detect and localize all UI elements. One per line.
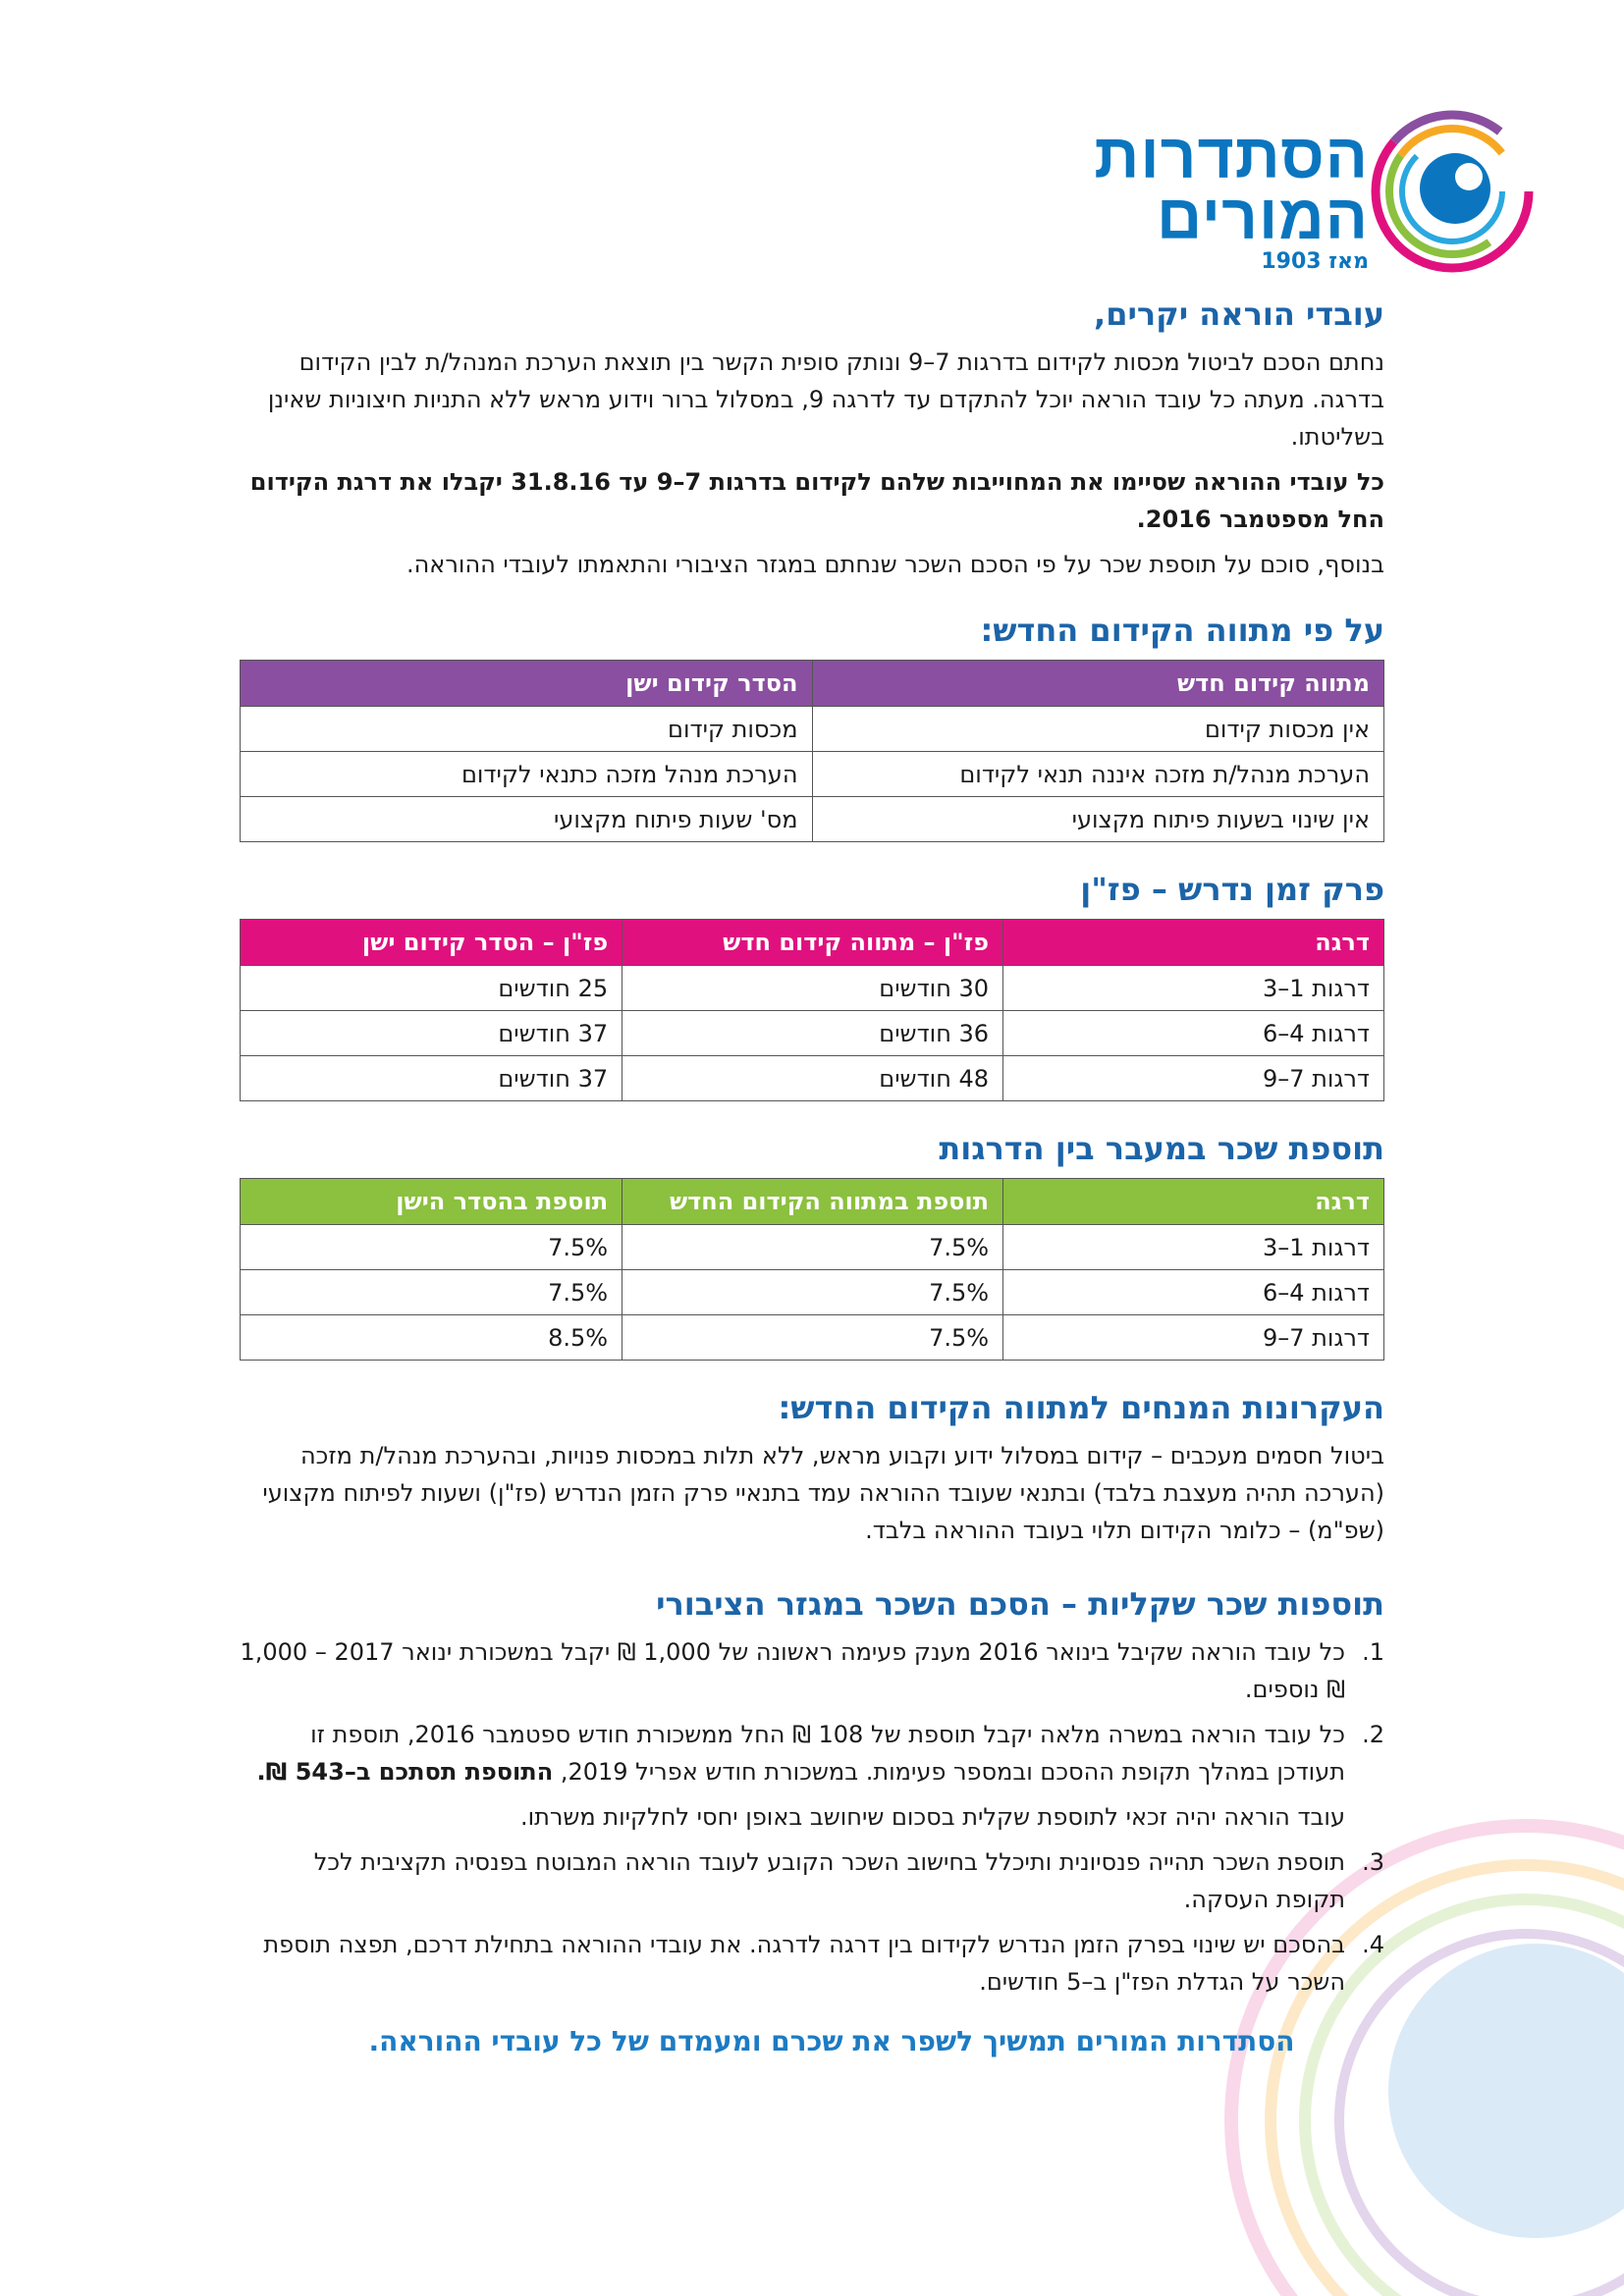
table-cell: 8.5% bbox=[241, 1315, 623, 1361]
logo-rings-icon bbox=[1369, 108, 1536, 275]
table-header-cell: דרגה bbox=[1003, 920, 1384, 966]
salary-increase-table bbox=[240, 1178, 1384, 1361]
table-cell: 48 חודשים bbox=[623, 1056, 1003, 1101]
list-item-number: 2. bbox=[1362, 1721, 1384, 1748]
table-row bbox=[241, 1225, 1384, 1270]
table-header-cell: תוספת במתווה הקידום החדש bbox=[623, 1179, 1003, 1225]
main-content bbox=[240, 294, 1384, 2061]
list-item bbox=[240, 1633, 1384, 1708]
list-item-text: כל עובד הוראה במשרה מלאה יקבל תוספת של 108 ₪ החל ממשכורת חודש ספטמבר 2016, תוספת זו תעודכן במהלך תקופת ההסכם ובמספר פעימות. במשכורת חודש אפריל 2019, bbox=[310, 1721, 1345, 1786]
list-item-bold-text: התוספת תסתכם ב–543 ₪. bbox=[256, 1758, 554, 1786]
table-header-row bbox=[241, 1179, 1384, 1225]
promotion-comparison-table bbox=[240, 660, 1384, 842]
table-cell: 37 חודשים bbox=[241, 1056, 623, 1101]
table-row bbox=[241, 1011, 1384, 1056]
list-item-number: 3. bbox=[1362, 1848, 1384, 1876]
table-cell: דרגות 4–6 bbox=[1003, 1011, 1384, 1056]
table-cell: 7.5% bbox=[623, 1270, 1003, 1315]
table-header-cell: תוספת בהסדר הישן bbox=[241, 1179, 623, 1225]
list-item bbox=[240, 1716, 1384, 1790]
intro-paragraph-1: נחתם הסכם לביטול מכסות לקידום בדרגות 7–9 ונותק סופית הקשר בין תוצאת הערכת המנהל/ת לבין הקידום בדרגה. מעתה כל עובד הוראה יוכל להתקדם עד לדרגה 9, במסלול ברור וידוע מראש ללא התניות חיצוניות שאינן בשליטתו. bbox=[267, 348, 1384, 451]
table-cell: אין מכסות קידום bbox=[812, 707, 1384, 752]
list-item-body bbox=[240, 1716, 1345, 1790]
list-item-text: תוספת השכר תהייה פנסיונית ותיכלל בחישוב השכר הקובע לעובד הוראה המבוטח בפנסיה תקציבית לכל תקופת העסקה. bbox=[313, 1848, 1345, 1913]
table-header-cell: דרגה bbox=[1003, 1179, 1384, 1225]
table-row bbox=[241, 966, 1384, 1011]
list-item-number: 4. bbox=[1362, 1931, 1384, 1958]
principles-text: ביטול חסמים מעכבים – קידום במסלול ידוע וקבוע מראש, ללא תלות במכסות פנויות, ובהערכת מנהל/ת מזכה (הערכה תהיה מעצבת בלבד) ובתנאי שעובד ההוראה עמד בתנאיי פרק הזמן הנדרש (פז"ן) ושעות לפיתוח מקצועי (שפ"מ) – כלומר הקידום תלוי בעובד ההוראה בלבד. bbox=[262, 1442, 1384, 1544]
list-item-text: כל עובד הוראה שקיבל בינואר 2016 מענק פעימה ראשונה של 1,000 ₪ יקבל במשכורת ינואר 2017 – 1,000 ₪ נוספים. bbox=[240, 1638, 1345, 1703]
intro-paragraph-3: בנוסף, סוכם על תוספת שכר על פי הסכם השכר שנחתם במגזר הציבורי והתאמתו לעובדי ההוראה. bbox=[406, 551, 1384, 578]
table-header-row bbox=[241, 920, 1384, 966]
table-header-cell: פז"ן – הסדר קידום ישן bbox=[241, 920, 623, 966]
table-cell: דרגות 7–9 bbox=[1003, 1056, 1384, 1101]
table-header-cell: מתווה קידום חדש bbox=[812, 661, 1384, 707]
table3-heading: תוספת שכר במעבר בין הדרגות bbox=[939, 1130, 1384, 1167]
table-cell: אין שינוי בשעות פיתוח מקצועי bbox=[812, 797, 1384, 842]
intro-paragraph-2: כל עובדי ההוראה שסיימו את המחוייבות שלהם לקידום בדרגות 7–9 עד 31.8.16 יקבלו את דרגת הקידום החל מספטמבר 2016. bbox=[249, 468, 1384, 533]
required-period-table bbox=[240, 919, 1384, 1101]
table-cell: דרגות 4–6 bbox=[1003, 1270, 1384, 1315]
table-cell: מכסות קידום bbox=[241, 707, 813, 752]
table-cell: הערכת מנהל/ת מזכה איננה תנאי לקידום bbox=[812, 752, 1384, 797]
table-row bbox=[241, 1315, 1384, 1361]
table-cell: 7.5% bbox=[623, 1315, 1003, 1361]
logo-text-line1: הסתדרות bbox=[1094, 121, 1369, 191]
list-item-text: בהסכם יש שינוי בפרק הזמן הנדרש לקידום בין דרגה לדרגה. את עובדי ההוראה בתחילת דרכם, תפצה תוספת השכר על הגדלת הפז"ן ב–5 חודשים. bbox=[263, 1931, 1345, 1996]
raises-note: עובד הוראה יהיה זכאי לתוספת שקלית בסכום שיחושב באופן יחסי לחלקיות משרתו. bbox=[519, 1803, 1345, 1831]
table-row bbox=[241, 752, 1384, 797]
table-cell: 7.5% bbox=[241, 1270, 623, 1315]
table-row bbox=[241, 797, 1384, 842]
raises-heading: תוספות שכר שקליות – הסכם השכר במגזר הציבורי bbox=[656, 1585, 1384, 1623]
intro-heading: עובדי הוראה יקרים, bbox=[1094, 295, 1384, 333]
table2-heading: פרק זמן נדרש – פז"ן bbox=[1080, 871, 1384, 908]
table-cell: 37 חודשים bbox=[241, 1011, 623, 1056]
table-cell: 25 חודשים bbox=[241, 966, 623, 1011]
logo-text-line2: המורים bbox=[1156, 182, 1369, 252]
list-item bbox=[240, 1843, 1384, 1918]
table-cell: דרגות 7–9 bbox=[1003, 1315, 1384, 1361]
table-cell: 36 חודשים bbox=[623, 1011, 1003, 1056]
table-header-cell: פז"ן – מתווה קידום חדש bbox=[623, 920, 1003, 966]
list-item-number: 1. bbox=[1362, 1638, 1384, 1666]
table-cell: 7.5% bbox=[623, 1225, 1003, 1270]
principles-heading: העקרונות המנחים למתווה הקידום החדש: bbox=[778, 1389, 1384, 1426]
table-cell: דרגות 1–3 bbox=[1003, 1225, 1384, 1270]
closing-statement: הסתדרות המורים תמשיך לשפר את שכרם ומעמדם של כל עובדי ההוראה. bbox=[368, 2025, 1295, 2057]
table-cell: דרגות 1–3 bbox=[1003, 966, 1384, 1011]
table-cell: 30 חודשים bbox=[623, 966, 1003, 1011]
raises-list bbox=[240, 1633, 1384, 1790]
logo-since-text: מאז 1903 bbox=[1261, 249, 1369, 274]
table-header-cell: הסדר קידום ישן bbox=[241, 661, 813, 707]
table1-heading: על פי מתווה הקידום החדש: bbox=[980, 612, 1384, 649]
table-cell: 7.5% bbox=[241, 1225, 623, 1270]
table-row bbox=[241, 1270, 1384, 1315]
table-row bbox=[241, 1056, 1384, 1101]
table-header-row bbox=[241, 661, 1384, 707]
raises-list-continued bbox=[240, 1843, 1384, 2001]
list-item bbox=[240, 1926, 1384, 2001]
organization-logo bbox=[1094, 108, 1536, 275]
table-cell: הערכת מנהל מזכה כתנאי לקידום bbox=[241, 752, 813, 797]
table-cell: מס' שעות פיתוח מקצועי bbox=[241, 797, 813, 842]
table-row bbox=[241, 707, 1384, 752]
